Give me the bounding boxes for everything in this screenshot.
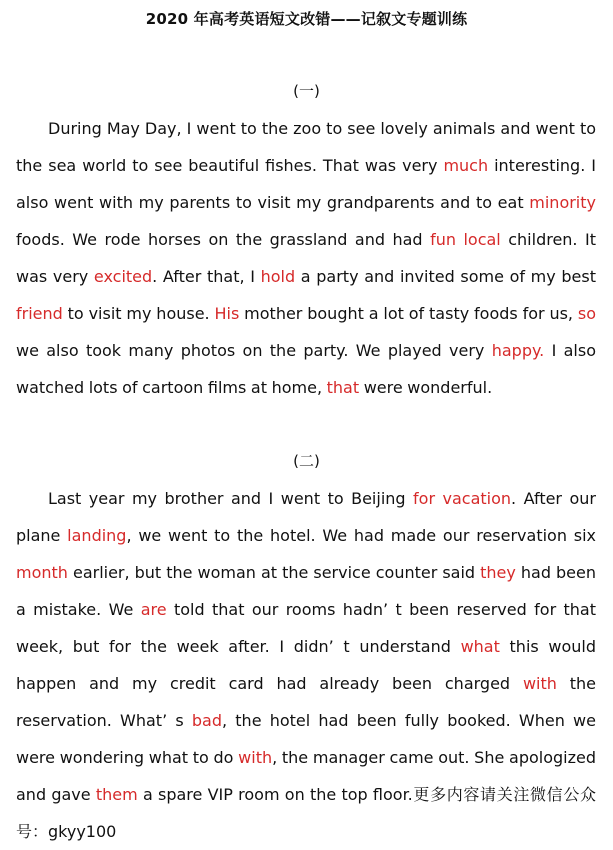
- highlighted-word: hold: [260, 267, 296, 286]
- highlighted-word: they: [480, 563, 516, 582]
- text-segment: , the hotel had been fully booked. When we were wondering what to do: [16, 711, 596, 767]
- text-segment: the reservation. What’ s: [16, 674, 597, 730]
- section-label-2: (二): [293, 452, 320, 470]
- text-segment: children. It was very: [16, 230, 596, 286]
- passage-2: [16, 480, 596, 850]
- highlighted-word: month: [16, 563, 68, 582]
- text-segment: I also watched lots of cartoon films at home,: [16, 341, 596, 397]
- text-segment: During May Day, I went to the zoo to see lovely animals and went to the sea world to see beautiful fishes. That was very: [16, 119, 596, 175]
- highlighted-word: excited: [93, 267, 153, 286]
- highlighted-word: so: [577, 304, 596, 323]
- text-segment: , we went to the hotel. We had made our reservation six: [126, 526, 596, 545]
- highlighted-word: with: [238, 748, 273, 767]
- text-segment: earlier, but the woman at the service counter said: [67, 563, 481, 582]
- document-title: 2020 年高考英语短文改错——记叙文专题训练: [145, 10, 468, 28]
- text-segment: told that our rooms hadn’ t been reserved for that week, but for the week after. I didn’ t understand: [16, 600, 597, 656]
- highlighted-word: with: [522, 674, 557, 693]
- highlighted-word: for vacation: [413, 489, 512, 508]
- highlighted-word: much: [443, 156, 489, 175]
- highlighted-word: are: [140, 600, 167, 619]
- text-segment: 更多内容请关注微信公众号：gkyy100: [16, 785, 596, 841]
- highlighted-word: them: [95, 785, 138, 804]
- passage-1: [16, 110, 596, 406]
- highlighted-word: landing: [67, 526, 127, 545]
- highlighted-word: friend: [16, 304, 63, 323]
- text-segment: , the manager came out. She apologized and gave: [16, 748, 597, 804]
- highlighted-word: happy.: [491, 341, 545, 360]
- text-segment: mother bought a lot of tasty foods for us,: [239, 304, 578, 323]
- text-segment: had been a mistake. We: [16, 563, 596, 619]
- text-segment: . After that, I: [152, 267, 261, 286]
- text-segment: were wonderful.: [359, 378, 493, 397]
- highlighted-word: His: [214, 304, 240, 323]
- text-segment: we also took many photos on the party. We played very: [16, 341, 492, 360]
- text-segment: this would happen and my credit card had already been charged: [16, 637, 596, 693]
- text-segment: to visit my house.: [62, 304, 215, 323]
- text-segment: foods. We rode horses on the grassland and had: [16, 230, 431, 249]
- text-segment: . After our plane: [16, 489, 596, 545]
- highlighted-word: that: [326, 378, 360, 397]
- section-label-1: (一): [293, 82, 320, 100]
- text-segment: Last year my brother and I went to Beijing: [48, 489, 414, 508]
- highlighted-word: fun local: [430, 230, 501, 249]
- text-segment: a spare VIP room on the top floor.: [137, 785, 413, 804]
- highlighted-word: minority: [529, 193, 596, 212]
- highlighted-word: bad: [191, 711, 222, 730]
- text-segment: a party and invited some of my best: [295, 267, 596, 286]
- text-segment: interesting. I also went with my parents to visit my grandparents and to eat: [16, 156, 596, 212]
- highlighted-word: what: [460, 637, 500, 656]
